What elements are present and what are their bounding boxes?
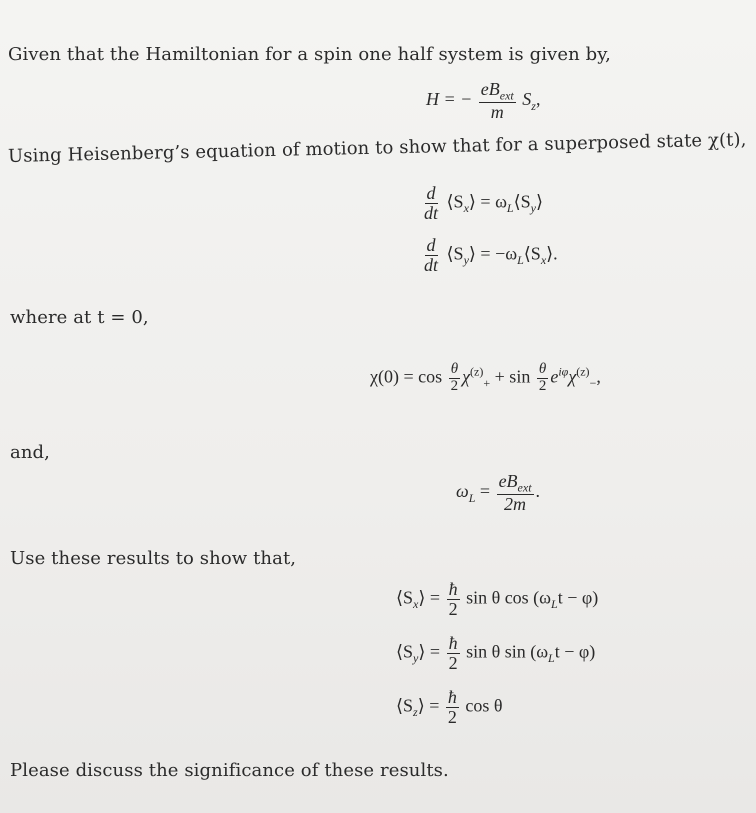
hamiltonian-lhs: H = − xyxy=(426,89,473,110)
eom2-sub3: x xyxy=(540,253,547,268)
eom2-rest: ⟩ = −ω xyxy=(468,243,518,264)
hamiltonian-num-sub: ext xyxy=(499,88,514,103)
chi-frac-num: θ xyxy=(450,361,459,377)
eom-equation-1 xyxy=(420,184,543,223)
r3-sub: z xyxy=(413,705,418,720)
r1-rhs-end: t − φ) xyxy=(557,587,599,608)
omega-lhs: ω xyxy=(456,481,469,502)
chi-exp-sup: iφ xyxy=(558,364,569,379)
eom1-num: d xyxy=(426,183,436,203)
r3-lhs: ⟨S xyxy=(396,695,414,716)
using-text: Using Heisenberg’s equation of motion to show that for a superposed state χ(t), xyxy=(7,129,747,167)
r1-fraction xyxy=(447,580,460,619)
r1-rhs: sin θ cos (ω xyxy=(466,587,552,608)
eom2-rest2: ⟨S xyxy=(523,243,541,264)
chi-frac2-den: 2 xyxy=(538,377,547,394)
eom2-body: ⟨S xyxy=(446,243,464,264)
eom2-sub: y xyxy=(463,253,469,268)
r2-rhs-sub: L xyxy=(548,651,555,666)
r1-lhs: ⟨S xyxy=(396,587,414,608)
omega-den: 2m xyxy=(504,494,527,515)
eom-equation-2 xyxy=(420,236,558,275)
r2-den: 2 xyxy=(448,652,458,673)
eom1-body: ⟨S xyxy=(446,191,464,212)
r1-den: 2 xyxy=(448,598,458,619)
chi-sup2: (z) xyxy=(576,364,590,379)
eom1-end: ⟩ xyxy=(535,191,544,212)
hamiltonian-fraction xyxy=(479,80,516,122)
chi-lhs: χ(0) = cos xyxy=(370,366,443,387)
result-sx-equation xyxy=(396,580,598,619)
eom1-sub3: y xyxy=(530,201,536,216)
r2-fraction xyxy=(447,634,460,673)
chi-exp: e xyxy=(550,366,559,387)
result-sz-equation xyxy=(396,688,503,727)
eom2-sub2: L xyxy=(517,253,524,268)
r1-num: ħ xyxy=(448,579,458,599)
r2-rhs: sin θ sin (ω xyxy=(466,641,549,662)
chi-sub2: − xyxy=(589,375,597,390)
r3-den: 2 xyxy=(447,706,457,727)
larmor-frequency-equation xyxy=(456,472,540,514)
eom1-sub2: L xyxy=(506,201,514,216)
chi-tail: , xyxy=(596,366,601,387)
r3-eq: ⟩ = xyxy=(417,695,440,716)
eom1-den: dt xyxy=(424,202,439,223)
r3-fraction xyxy=(446,688,459,727)
intro-text: Given that the Hamiltonian for a spin one half system is given by, xyxy=(8,44,611,65)
chi-frac-den: 2 xyxy=(450,377,459,394)
r2-num: ħ xyxy=(448,633,458,653)
eom2-num: d xyxy=(426,235,436,255)
eom2-end: ⟩. xyxy=(546,243,558,264)
r2-lhs: ⟨S xyxy=(396,641,414,662)
result-sy-equation xyxy=(396,634,595,673)
eom1-sub: x xyxy=(463,201,469,216)
where-text: where at t = 0, xyxy=(10,307,149,328)
r3-num: ħ xyxy=(447,687,457,707)
chi-sub1: + xyxy=(483,375,491,390)
initial-state-equation xyxy=(370,362,601,395)
eom2-fraction xyxy=(422,236,440,275)
please-text: Please discuss the significance of these results. xyxy=(10,760,449,781)
omega-sub: L xyxy=(468,490,476,505)
chi-end: χ xyxy=(568,366,577,387)
r3-rhs: cos θ xyxy=(465,695,503,716)
hamiltonian-den: m xyxy=(490,102,504,123)
r2-eq: ⟩ = xyxy=(418,641,441,662)
hamiltonian-num: eB xyxy=(480,79,500,99)
use-text: Use these results to show that, xyxy=(10,548,297,569)
chi-mid: χ xyxy=(462,366,471,387)
omega-eq: = xyxy=(475,481,491,502)
r1-eq: ⟩ = xyxy=(418,587,441,608)
chi-sup1: (z) xyxy=(470,364,484,379)
hamiltonian-tail: , xyxy=(535,89,541,110)
r2-rhs-end: t − φ) xyxy=(554,641,596,662)
chi-fraction-2 xyxy=(537,362,549,395)
chi-frac2-num: θ xyxy=(538,361,547,377)
omega-num: eB xyxy=(498,471,518,491)
eom1-fraction xyxy=(422,184,440,223)
hamiltonian-rhs: S xyxy=(522,89,532,110)
omega-tail: . xyxy=(535,481,541,502)
hamiltonian-rhs-sub: z xyxy=(531,98,536,113)
chi-plus: + sin xyxy=(490,366,531,387)
r2-sub: y xyxy=(413,651,419,666)
and-text: and, xyxy=(10,442,50,463)
eom1-rest2: ⟨S xyxy=(513,191,531,212)
eom2-den: dt xyxy=(424,254,439,275)
omega-num-sub: ext xyxy=(517,480,532,495)
chi-fraction-1 xyxy=(449,362,461,395)
omega-fraction xyxy=(497,472,534,514)
r1-sub: x xyxy=(413,597,419,612)
hamiltonian-equation xyxy=(426,80,540,122)
r1-rhs-sub: L xyxy=(551,597,558,612)
eom1-rest: ⟩ = ω xyxy=(468,191,507,212)
